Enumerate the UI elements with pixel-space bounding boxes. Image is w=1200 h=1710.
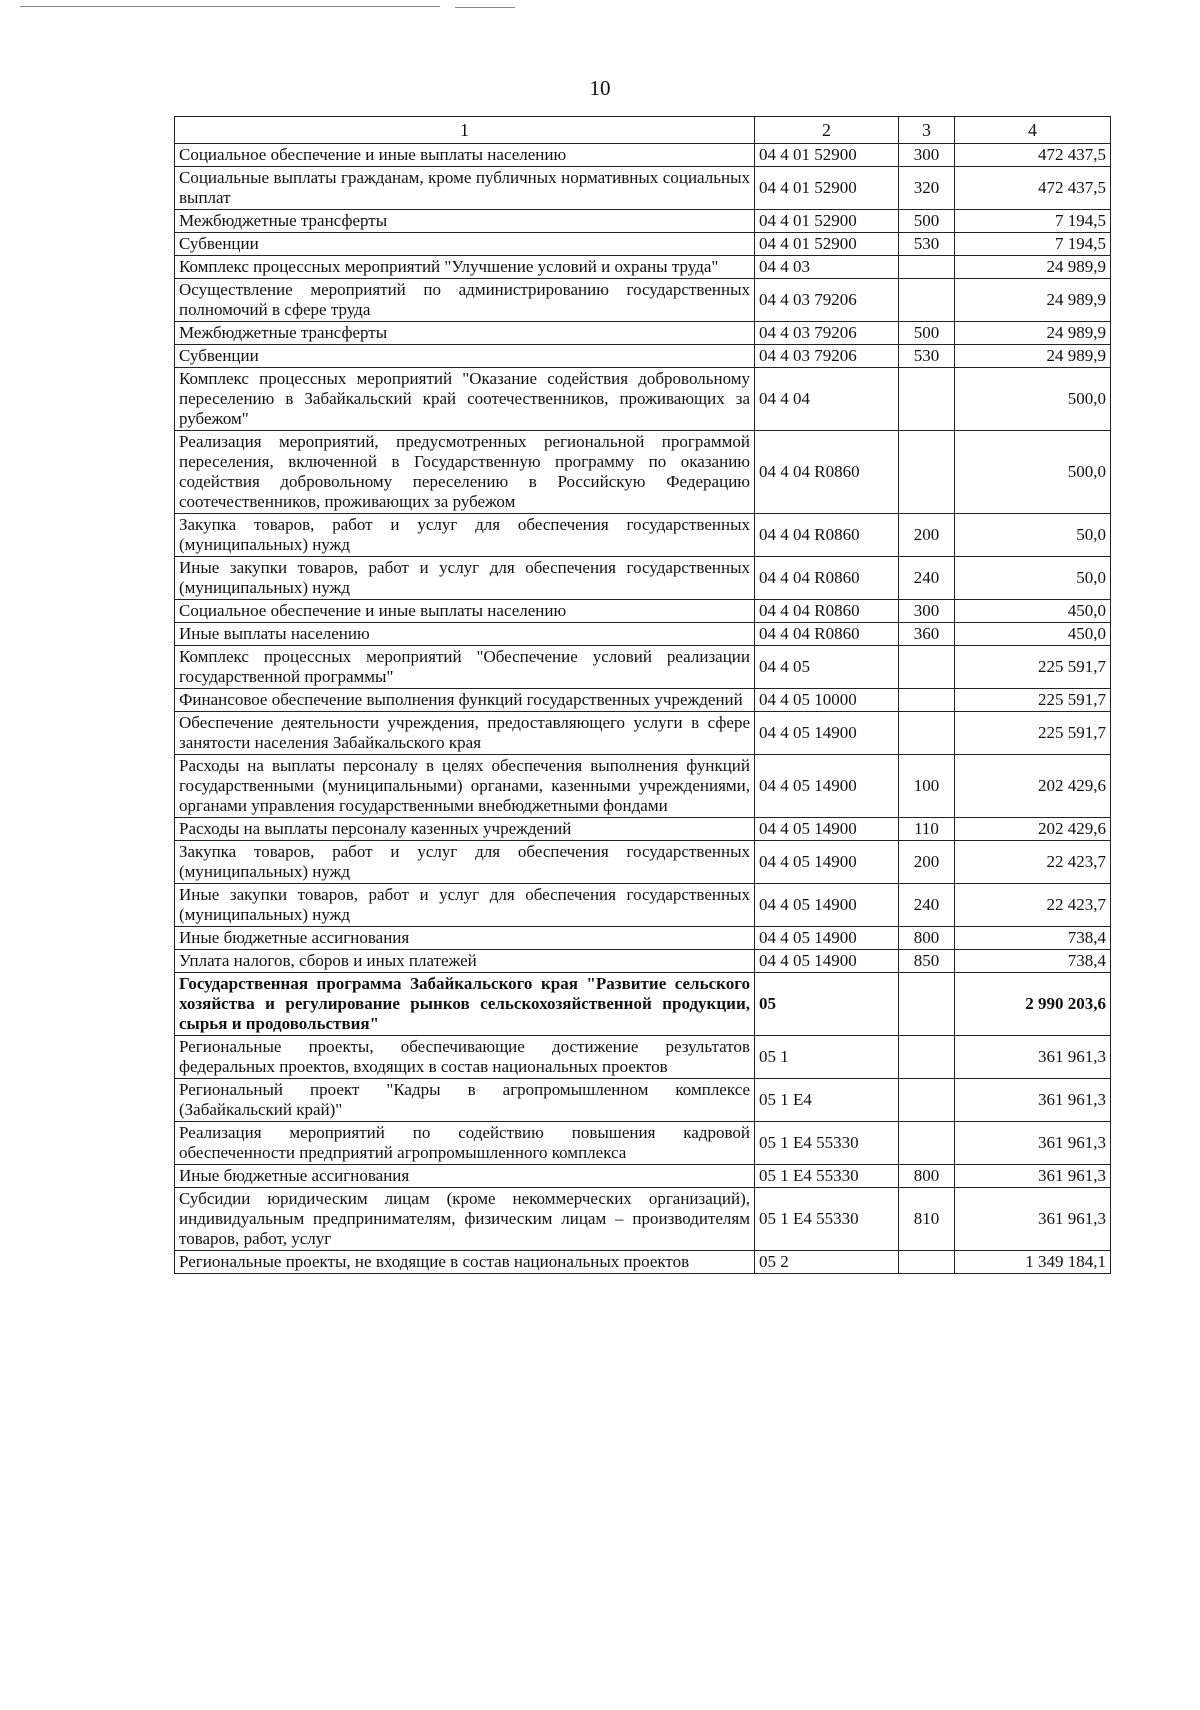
row-name-cell: Реализация мероприятий по содействию повышения кадровой обеспеченности предприятий агропромышленного комплекса <box>175 1122 755 1165</box>
budget-table <box>174 116 1111 1274</box>
row-name-cell: Субвенции <box>175 345 755 368</box>
header-cell-3: 3 <box>899 117 955 144</box>
row-name-cell: Финансовое обеспечение выполнения функций государственных учреждений <box>175 689 755 712</box>
row-code-cell: 05 1 E4 55330 <box>755 1165 899 1188</box>
row-name-cell: Межбюджетные трансферты <box>175 210 755 233</box>
row-type-cell <box>899 279 955 322</box>
table-row <box>175 514 1111 557</box>
row-amount-cell: 361 961,3 <box>955 1079 1111 1122</box>
row-type-cell <box>899 368 955 431</box>
row-amount-cell: 225 591,7 <box>955 646 1111 689</box>
row-code-cell: 04 4 03 79206 <box>755 322 899 345</box>
page-number: 10 <box>589 76 611 100</box>
row-amount-cell: 738,4 <box>955 927 1111 950</box>
row-name-cell: Осуществление мероприятий по администрированию государственных полномочий в сфере труда <box>175 279 755 322</box>
row-type-cell: 200 <box>899 841 955 884</box>
row-amount-cell: 24 989,9 <box>955 256 1111 279</box>
row-name-cell: Региональные проекты, обеспечивающие достижение результатов федеральных проектов, входящих в состав национальных проектов <box>175 1036 755 1079</box>
table-row <box>175 712 1111 755</box>
table-row <box>175 279 1111 322</box>
table-row <box>175 431 1111 514</box>
row-name-cell: Расходы на выплаты персоналу в целях обеспечения выполнения функций государственными (муниципальными) органами, казенными учреждениями, органами управления государственными внебюджетными фондами <box>175 755 755 818</box>
row-code-cell: 04 4 03 <box>755 256 899 279</box>
row-code-cell: 04 4 05 14900 <box>755 884 899 927</box>
table-row <box>175 322 1111 345</box>
row-name-cell: Субсидии юридическим лицам (кроме некоммерческих организаций), индивидуальным предпринимателям, физическим лицам – производителям товаров, работ, услуг <box>175 1188 755 1251</box>
table-row <box>175 233 1111 256</box>
row-type-cell <box>899 1079 955 1122</box>
row-amount-cell: 22 423,7 <box>955 841 1111 884</box>
table-row <box>175 210 1111 233</box>
row-amount-cell: 2 990 203,6 <box>955 973 1111 1036</box>
row-code-cell: 04 4 01 52900 <box>755 233 899 256</box>
row-code-cell: 04 4 04 R0860 <box>755 514 899 557</box>
row-type-cell: 800 <box>899 1165 955 1188</box>
row-name-cell: Иные выплаты населению <box>175 623 755 646</box>
row-name-cell: Закупка товаров, работ и услуг для обеспечения государственных (муниципальных) нужд <box>175 514 755 557</box>
row-amount-cell: 202 429,6 <box>955 818 1111 841</box>
row-amount-cell: 50,0 <box>955 557 1111 600</box>
header-cell-2: 2 <box>755 117 899 144</box>
row-type-cell <box>899 431 955 514</box>
row-amount-cell: 24 989,9 <box>955 279 1111 322</box>
table-header-row <box>175 117 1111 144</box>
row-code-cell: 04 4 01 52900 <box>755 210 899 233</box>
table-row <box>175 1036 1111 1079</box>
table-row <box>175 557 1111 600</box>
row-amount-cell: 225 591,7 <box>955 712 1111 755</box>
row-type-cell <box>899 1251 955 1274</box>
row-code-cell: 05 2 <box>755 1251 899 1274</box>
row-amount-cell: 7 194,5 <box>955 210 1111 233</box>
table-body <box>175 144 1111 1274</box>
row-code-cell: 05 1 <box>755 1036 899 1079</box>
row-name-cell: Социальное обеспечение и иные выплаты населению <box>175 144 755 167</box>
table-row <box>175 368 1111 431</box>
row-amount-cell: 361 961,3 <box>955 1188 1111 1251</box>
row-amount-cell: 202 429,6 <box>955 755 1111 818</box>
row-code-cell: 04 4 04 <box>755 368 899 431</box>
row-code-cell: 04 4 04 R0860 <box>755 557 899 600</box>
row-type-cell: 200 <box>899 514 955 557</box>
row-type-cell <box>899 646 955 689</box>
table-row <box>175 818 1111 841</box>
table-row <box>175 646 1111 689</box>
row-amount-cell: 361 961,3 <box>955 1036 1111 1079</box>
row-type-cell: 500 <box>899 210 955 233</box>
row-name-cell: Региональные проекты, не входящие в состав национальных проектов <box>175 1251 755 1274</box>
row-code-cell: 05 1 E4 55330 <box>755 1122 899 1165</box>
scan-artifact-line <box>455 7 515 8</box>
table-row <box>175 600 1111 623</box>
row-name-cell: Иные закупки товаров, работ и услуг для обеспечения государственных (муниципальных) нужд <box>175 557 755 600</box>
table-row <box>175 973 1111 1036</box>
row-name-cell: Реализация мероприятий, предусмотренных региональной программой переселения, включенной в Государственную программу по оказанию содействия добровольному переселению в Российскую Федерацию соотечественников, проживающих за рубежом <box>175 431 755 514</box>
row-code-cell: 04 4 05 14900 <box>755 841 899 884</box>
row-name-cell: Обеспечение деятельности учреждения, предоставляющего услуги в сфере занятости населения Забайкальского края <box>175 712 755 755</box>
table-row <box>175 167 1111 210</box>
row-name-cell: Комплекс процессных мероприятий "Оказание содействия добровольному переселению в Забайкальский край соотечественников, проживающих за рубежом" <box>175 368 755 431</box>
row-type-cell: 530 <box>899 233 955 256</box>
row-code-cell: 05 1 E4 55330 <box>755 1188 899 1251</box>
row-amount-cell: 7 194,5 <box>955 233 1111 256</box>
header-cell-4: 4 <box>955 117 1111 144</box>
row-code-cell: 04 4 04 R0860 <box>755 431 899 514</box>
row-type-cell: 500 <box>899 322 955 345</box>
row-code-cell: 04 4 05 <box>755 646 899 689</box>
row-name-cell: Социальное обеспечение и иные выплаты населению <box>175 600 755 623</box>
row-code-cell: 04 4 05 14900 <box>755 755 899 818</box>
row-amount-cell: 500,0 <box>955 431 1111 514</box>
row-code-cell: 04 4 05 14900 <box>755 950 899 973</box>
row-amount-cell: 450,0 <box>955 600 1111 623</box>
table-row <box>175 144 1111 167</box>
row-type-cell <box>899 1122 955 1165</box>
row-amount-cell: 24 989,9 <box>955 322 1111 345</box>
table-row <box>175 256 1111 279</box>
table-row <box>175 1188 1111 1251</box>
row-amount-cell: 225 591,7 <box>955 689 1111 712</box>
table-row <box>175 841 1111 884</box>
row-type-cell: 320 <box>899 167 955 210</box>
row-amount-cell: 472 437,5 <box>955 144 1111 167</box>
row-name-cell: Комплекс процессных мероприятий "Улучшение условий и охраны труда" <box>175 256 755 279</box>
row-type-cell <box>899 1036 955 1079</box>
table-row <box>175 1251 1111 1274</box>
row-amount-cell: 738,4 <box>955 950 1111 973</box>
row-type-cell: 100 <box>899 755 955 818</box>
row-code-cell: 05 <box>755 973 899 1036</box>
table-row <box>175 927 1111 950</box>
row-type-cell <box>899 712 955 755</box>
row-amount-cell: 500,0 <box>955 368 1111 431</box>
row-amount-cell: 361 961,3 <box>955 1122 1111 1165</box>
row-type-cell <box>899 973 955 1036</box>
table-row <box>175 1079 1111 1122</box>
row-name-cell: Уплата налогов, сборов и иных платежей <box>175 950 755 973</box>
row-name-cell: Региональный проект "Кадры в агропромышленном комплексе (Забайкальский край)" <box>175 1079 755 1122</box>
row-code-cell: 04 4 05 14900 <box>755 712 899 755</box>
row-code-cell: 04 4 03 79206 <box>755 345 899 368</box>
row-code-cell: 04 4 05 10000 <box>755 689 899 712</box>
row-type-cell: 800 <box>899 927 955 950</box>
row-type-cell: 810 <box>899 1188 955 1251</box>
row-name-cell: Закупка товаров, работ и услуг для обеспечения государственных (муниципальных) нужд <box>175 841 755 884</box>
header-cell-1: 1 <box>175 117 755 144</box>
row-code-cell: 04 4 05 14900 <box>755 927 899 950</box>
row-code-cell: 04 4 04 R0860 <box>755 623 899 646</box>
row-type-cell: 300 <box>899 600 955 623</box>
table-row <box>175 1122 1111 1165</box>
row-code-cell: 04 4 01 52900 <box>755 167 899 210</box>
row-code-cell: 04 4 03 79206 <box>755 279 899 322</box>
row-amount-cell: 472 437,5 <box>955 167 1111 210</box>
table-row <box>175 1165 1111 1188</box>
table-row <box>175 623 1111 646</box>
row-type-cell: 110 <box>899 818 955 841</box>
row-type-cell <box>899 256 955 279</box>
scan-artifact-line <box>20 6 440 7</box>
row-name-cell: Социальные выплаты гражданам, кроме публичных нормативных социальных выплат <box>175 167 755 210</box>
row-amount-cell: 50,0 <box>955 514 1111 557</box>
row-code-cell: 04 4 04 R0860 <box>755 600 899 623</box>
row-code-cell: 04 4 01 52900 <box>755 144 899 167</box>
row-name-cell: Субвенции <box>175 233 755 256</box>
row-type-cell: 240 <box>899 884 955 927</box>
table-row <box>175 345 1111 368</box>
row-name-cell: Иные бюджетные ассигнования <box>175 927 755 950</box>
row-amount-cell: 1 349 184,1 <box>955 1251 1111 1274</box>
row-type-cell: 530 <box>899 345 955 368</box>
table-row <box>175 755 1111 818</box>
table-row <box>175 884 1111 927</box>
row-amount-cell: 22 423,7 <box>955 884 1111 927</box>
row-amount-cell: 361 961,3 <box>955 1165 1111 1188</box>
row-type-cell: 850 <box>899 950 955 973</box>
row-type-cell: 360 <box>899 623 955 646</box>
table-row <box>175 689 1111 712</box>
row-type-cell: 300 <box>899 144 955 167</box>
row-type-cell: 240 <box>899 557 955 600</box>
row-amount-cell: 450,0 <box>955 623 1111 646</box>
row-name-cell: Межбюджетные трансферты <box>175 322 755 345</box>
table-row <box>175 950 1111 973</box>
row-amount-cell: 24 989,9 <box>955 345 1111 368</box>
row-name-cell: Расходы на выплаты персоналу казенных учреждений <box>175 818 755 841</box>
row-type-cell <box>899 689 955 712</box>
row-name-cell: Иные закупки товаров, работ и услуг для обеспечения государственных (муниципальных) нужд <box>175 884 755 927</box>
row-code-cell: 04 4 05 14900 <box>755 818 899 841</box>
row-name-cell: Комплекс процессных мероприятий "Обеспечение условий реализации государственной программы" <box>175 646 755 689</box>
row-name-cell: Государственная программа Забайкальского края "Развитие сельского хозяйства и регулирование рынков сельскохозяйственной продукции, сырья и продовольствия" <box>175 973 755 1036</box>
row-name-cell: Иные бюджетные ассигнования <box>175 1165 755 1188</box>
row-code-cell: 05 1 E4 <box>755 1079 899 1122</box>
